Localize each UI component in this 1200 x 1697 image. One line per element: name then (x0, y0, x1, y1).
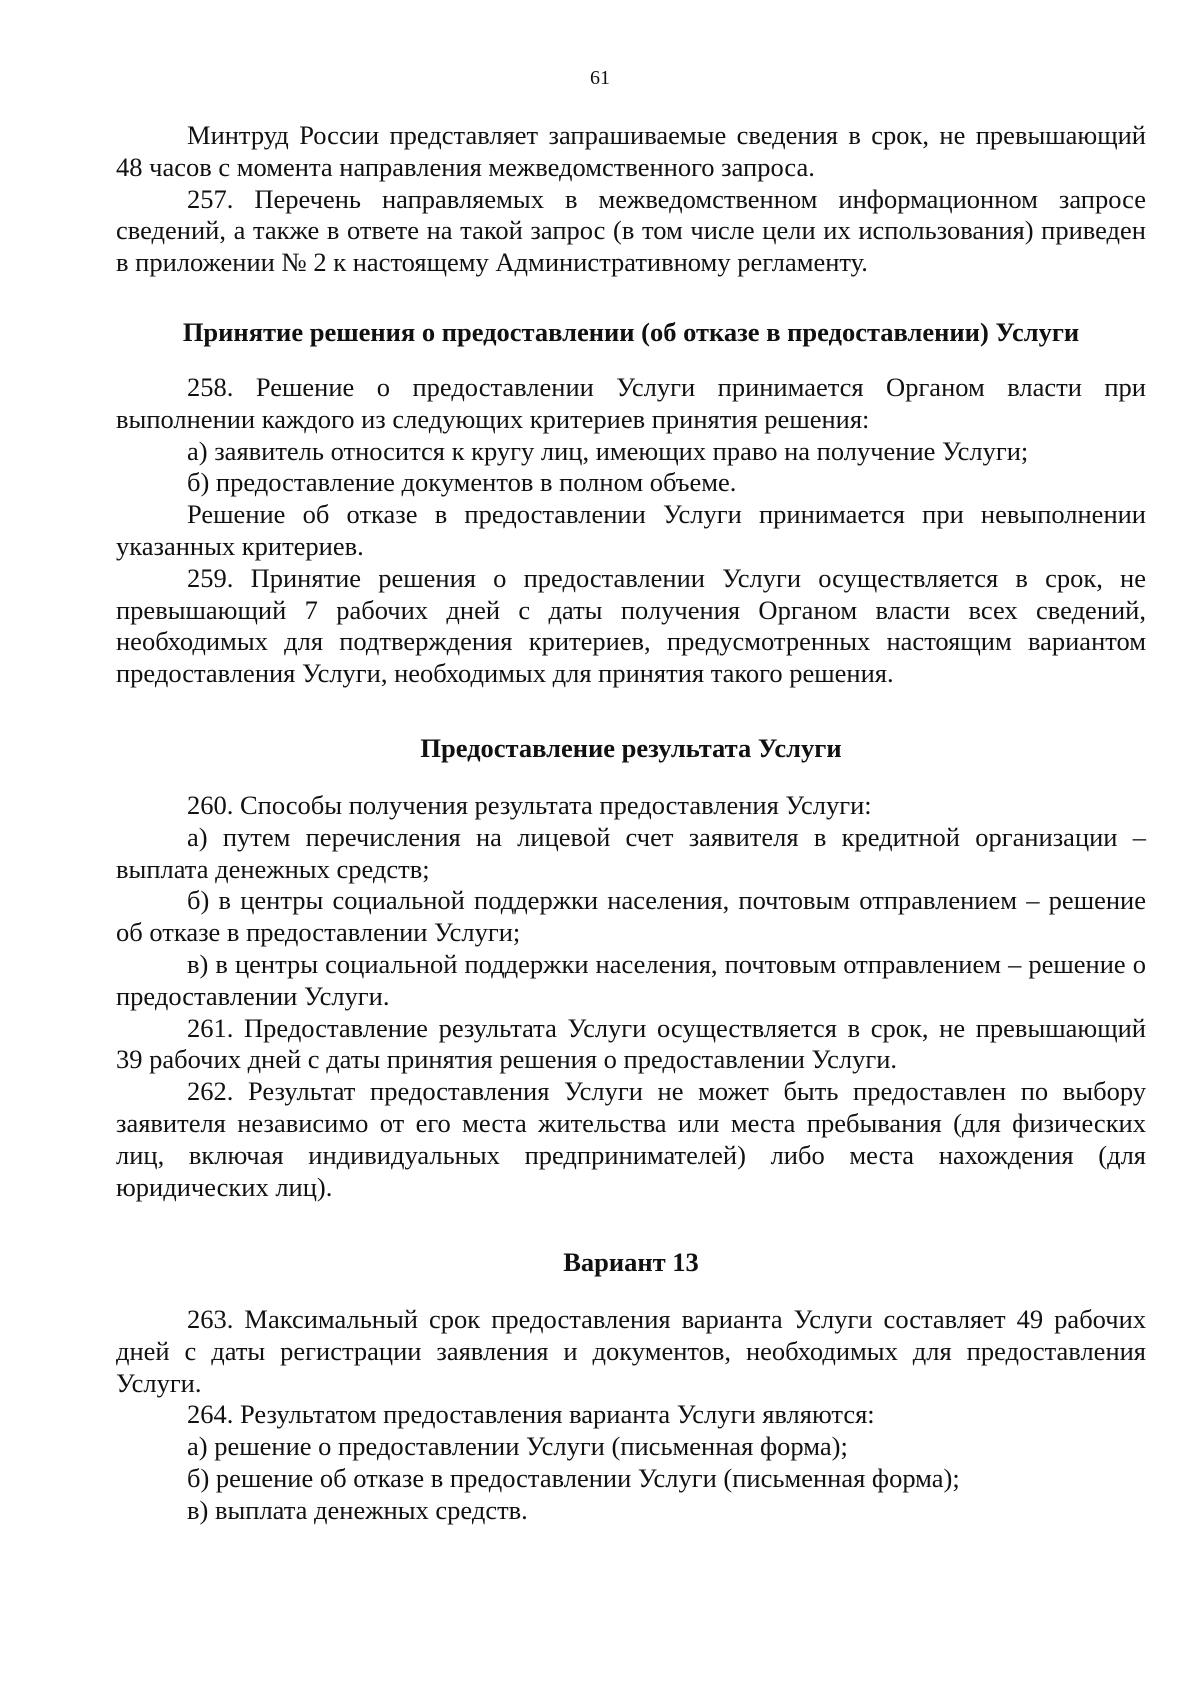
paragraph: 259. Принятие решения о предоставлении Услуги осуществляется в срок, не превышающий 7 рабочих дней с даты получения Органом власти всех сведений, необходимых для подтверждения критериев, предусмотренных настоящим вариантом предоставления Услуги, необходимых для принятия такого решения. (116, 562, 1146, 689)
paragraph: Минтруд России представляет запрашиваемые сведения в срок, не превышающий 48 часов с момента направления межведомственного запроса. (116, 120, 1146, 182)
section-heading (116, 316, 1146, 348)
list-item: б) решение об отказе в предоставлении Услуги (письменная форма); (187, 1462, 960, 1493)
list-item: б) в центры социальной поддержки населения, почтовым отправлением – решение об отказе в предоставлении Услуги; (116, 885, 1146, 948)
paragraph: 258. Решение о предоставлении Услуги принимается Органом власти при выполнении каждого из следующих критериев принятия решения: (116, 372, 1146, 434)
list-item: в) выплата денежных средств. (187, 1494, 528, 1525)
paragraph-block-4 (116, 1304, 1146, 1527)
list-item: а) заявитель относится к кругу лиц, имеющих право на получение Услуги; (187, 435, 1029, 466)
paragraph: Решение об отказе в предоставлении Услуги принимается при невыполнении указанных критериев. (116, 499, 1146, 561)
list-item: б) предоставление документов в полном объеме. (187, 467, 737, 498)
heading-result: Предоставление результата Услуги (420, 733, 842, 763)
heading-variant: Вариант 13 (563, 1247, 699, 1277)
list-item: а) решение о предоставлении Услуги (письменная форма); (187, 1431, 848, 1462)
paragraph-block-3 (116, 790, 1146, 1203)
paragraph: 263. Максимальный срок предоставления варианта Услуги составляет 49 рабочих дней с даты регистрации заявления и документов, необходимых для предоставления Услуги. (116, 1304, 1146, 1398)
paragraph-block-2 (116, 372, 1146, 690)
paragraph-block-1 (116, 120, 1146, 279)
page-number: 61 (590, 67, 610, 89)
list-item: в) в центры социальной поддержки населения, почтовым отправлением – решение о предоставлении Услуги. (116, 948, 1146, 1011)
paragraph: 257. Перечень направляемых в межведомственном информационном запросе сведений, а также в ответе на такой запрос (в том числе цели их использования) приведен в приложении № 2 к настоящему Административному регламенту. (116, 183, 1146, 278)
paragraph: 260. Способы получения результата предоставления Услуги: (187, 790, 872, 820)
section-heading (116, 732, 1146, 764)
list-item: а) путем перечисления на лицевой счет заявителя в кредитной организации – выплата денежных средств; (116, 821, 1146, 884)
paragraph: 261. Предоставление результата Услуги осуществляется в срок, не превышающий 39 рабочих дней с даты принятия решения о предоставлении Услуги. (116, 1012, 1146, 1075)
heading-decision: Принятие решения о предоставлении (об отказе в предоставлении) Услуги (182, 317, 1080, 347)
section-heading (116, 1246, 1146, 1278)
paragraph: 264. Результатом предоставления варианта Услуги являются: (187, 1399, 875, 1430)
paragraph: 262. Результат предоставления Услуги не может быть предоставлен по выбору заявителя независимо от его места жительства или места пребывания (для физических лиц, включая индивидуальных предпринимателей) либо места нахождения (для юридических лиц). (116, 1076, 1146, 1202)
